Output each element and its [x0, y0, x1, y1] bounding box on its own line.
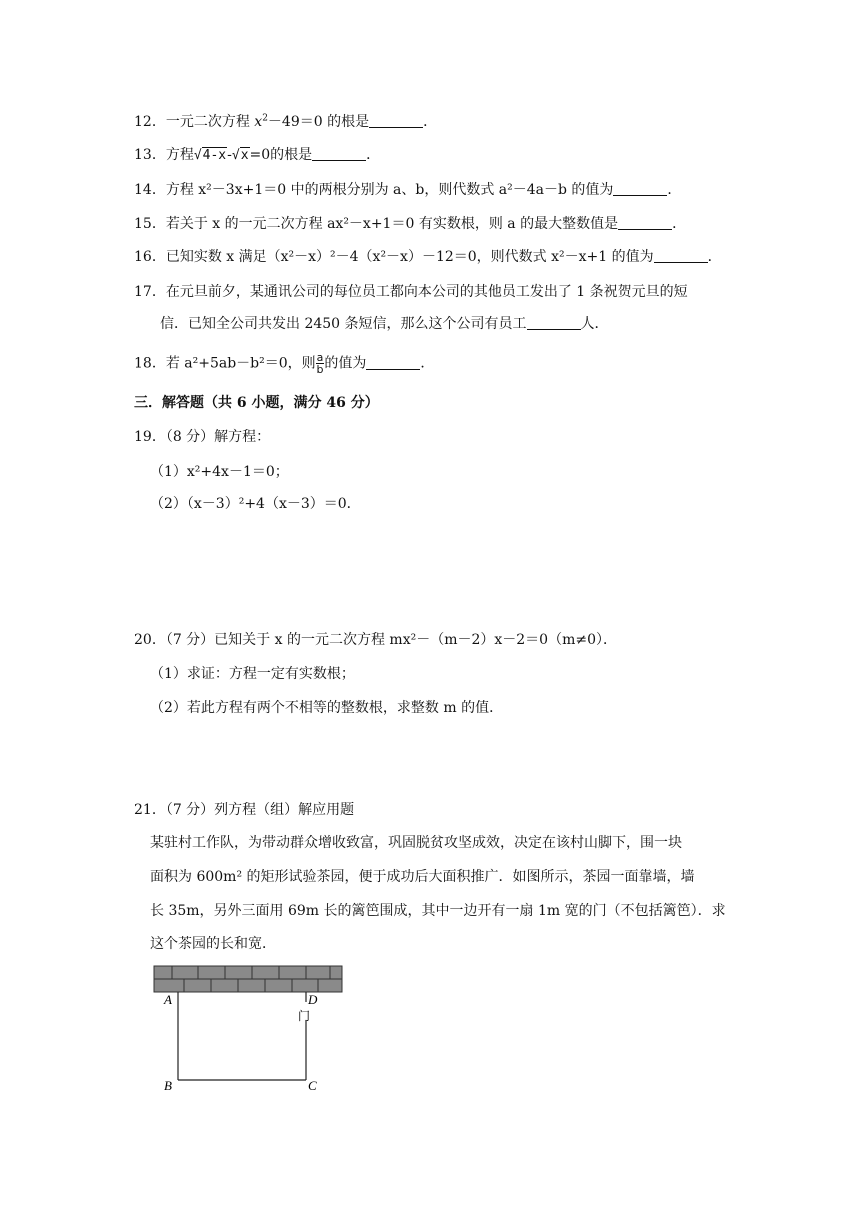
question-21-line-4: 这个茶园的长和宽．	[150, 936, 276, 952]
sqrt-expression: √4-x	[193, 148, 227, 163]
point-label-a: A	[164, 992, 172, 1007]
question-19-part-1: （1）x²+4x－1＝0；	[150, 464, 289, 480]
question-19-part-2: （2）（x－3）²+4（x－3）＝0．	[150, 496, 361, 512]
answer-blank	[366, 355, 420, 370]
question-17-line-1: 17．在元旦前夕，某通讯公司的每位员工都向本公司的其他员工发出了 1 条祝贺元旦的短	[134, 284, 688, 300]
question-13: 13．方程√4-x-√x=0的根是 ．	[134, 145, 380, 166]
door-label: 门	[298, 1009, 311, 1023]
answer-blank	[613, 181, 667, 196]
garden-figure	[148, 962, 358, 1098]
garden-diagram	[148, 962, 358, 1094]
question-20-title: 20．（7 分）已知关于 x 的一元二次方程 mx²－（m－2）x－2＝0（m≠0）．	[134, 632, 618, 648]
answer-blank	[654, 248, 708, 263]
question-17-line-2: 信．已知全公司共发出 2450 条短信，那么这个公司有员工 人．	[160, 316, 609, 332]
point-label-b: B	[164, 1078, 172, 1093]
question-19-title: 19．（8 分）解方程：	[134, 429, 271, 445]
fraction: $\frac{a}{b}$	[316, 351, 324, 376]
question-18: 18．若 a²+5ab－b²＝0，则 $\frac{a}{b}$ 的值为 ．	[134, 351, 435, 376]
point-label-c: C	[308, 1078, 317, 1093]
question-21-line-2: 面积为 600m² 的矩形试验茶园，便于成功后大面积推广．如图所示，茶园一面靠墙，墙	[150, 869, 695, 885]
question-15: 15．若关于 x 的一元二次方程 ax²－x+1＝0 有实数根，则 a 的最大整数值是 ．	[134, 216, 687, 232]
question-20-part-2: （2）若此方程有两个不相等的整数根，求整数 m 的值．	[150, 700, 504, 716]
answer-blank	[312, 146, 366, 161]
section-heading: 三．解答题（共 6 小题，满分 46 分）	[134, 395, 379, 411]
answer-blank	[527, 315, 581, 330]
question-20-part-1: （1）求证：方程一定有实数根；	[150, 666, 355, 682]
answer-blank	[369, 113, 423, 128]
question-21-line-1: 某驻村工作队，为带动群众增收致富，巩固脱贫攻坚成效，决定在该村山脚下，围一块	[150, 835, 682, 851]
question-12: 12．一元二次方程 $x^2-49=0$ 的根是 ．	[134, 113, 438, 130]
question-16: 16．已知实数 x 满足（x²－x）²－4（x²－x）－12＝0，则代数式 x²－x+1 的值为 ．	[134, 249, 722, 265]
brick-wall	[154, 966, 342, 992]
point-label-d: D	[308, 992, 318, 1007]
answer-blank	[618, 215, 672, 230]
sqrt-expression: √x	[231, 148, 249, 163]
question-14: 14．方程 x²－3x+1＝0 中的两根分别为 a、b，则代数式 a²－4a－b 的值为 ．	[134, 182, 682, 198]
question-21-line-3: 长 35m，另外三面用 69m 长的篱笆围成，其中一边开有一扇 1m 宽的门（不包括篱笆）．求	[150, 903, 726, 919]
question-21-title: 21．（7 分）列方程（组）解应用题	[134, 802, 355, 818]
